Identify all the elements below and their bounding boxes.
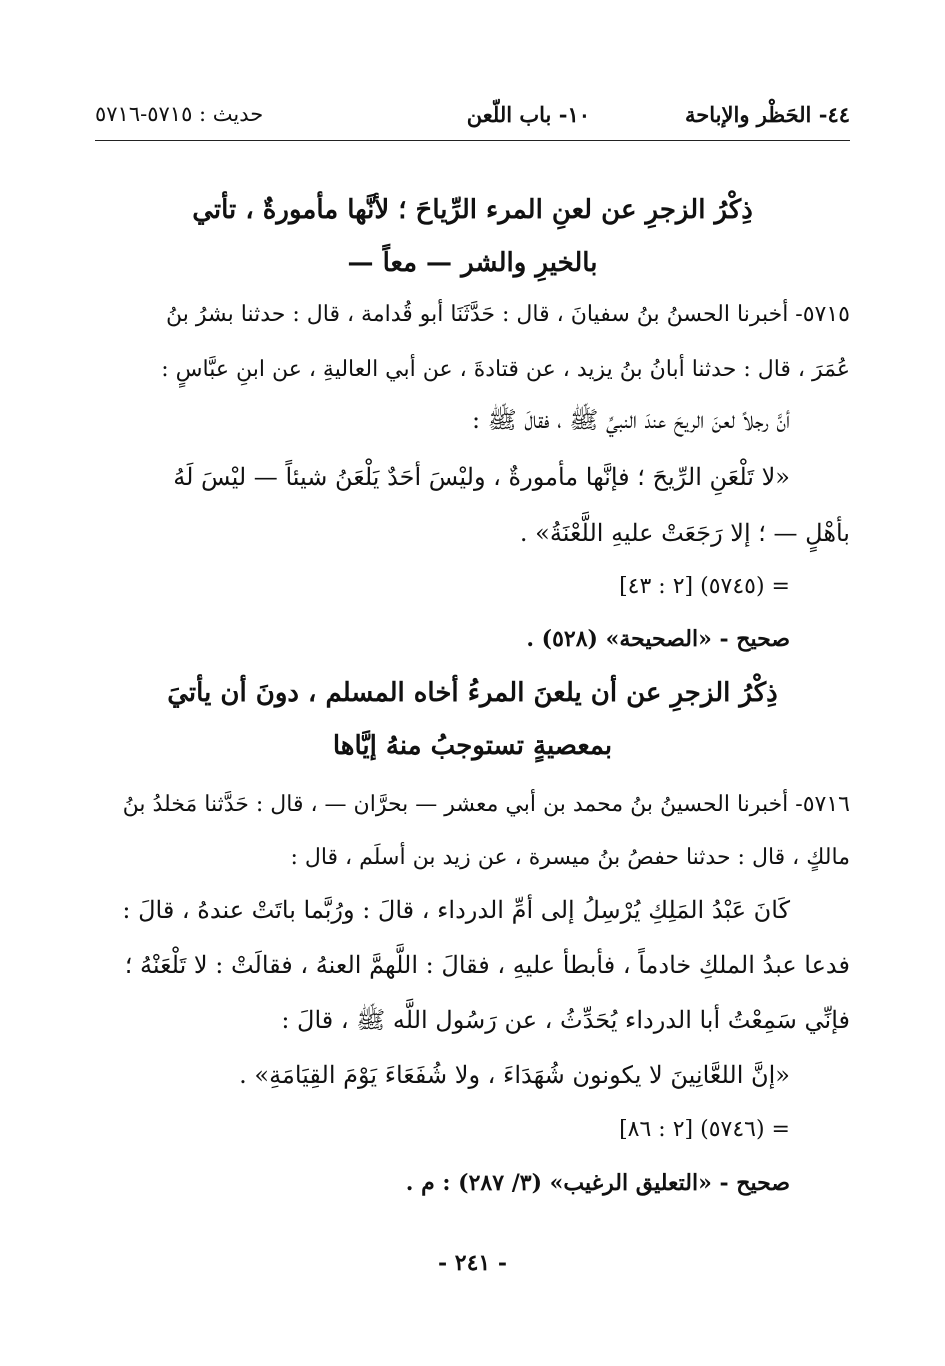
section2-reference: = (٥٧٤٦) [٢ : ٨٦] [619, 1117, 790, 1142]
running-header [95, 100, 850, 140]
section1-title-line1: ذِكْرُ الزجرِ عن لعنِ المرء الرِّياحَ ؛ لأنَّها مأمورةٌ ، تأتي [192, 195, 753, 225]
section1-grade: صحيح - «الصحيحة» (٥٢٨) . [526, 626, 790, 652]
section2-title-line1: ذِكْرُ الزجرِ عن أن يلعنَ المرءُ أخاه المسلم ، دونَ أن يأتيَ [167, 678, 778, 708]
section1-isnad-line1: ٥٧١٥- أخبرنا الحسنُ بنُ سفيانَ ، قال : حَدَّثَنَا أبو قُدامة ، قال : حدثنا بشرُ بنُ [166, 302, 850, 327]
header-hadith-range: حديث : ٥٧١٥-٥٧١٦ [95, 102, 264, 126]
section2-isnad-line2: مالكٍ ، قال : حدثنا حفصُ بنُ ميسرة ، عن زيد بن أسلَم ، قال : [290, 845, 850, 870]
section1-matn-line2: «لا تَلْعَنِ الرِّيحَ ؛ فإنَّها مأمورةٌ ، وليْسَ أحَدٌ يَلْعَنُ شيئاً — ليْسَ لَهُ [173, 463, 790, 491]
header-divider [95, 140, 850, 141]
section2-matn-line1: كَانَ عَبْدُ المَلِكِ يُرْسِلُ إلى أمِّ الدرداء ، قالَ : ورُبَّما باتَتْ عندهُ ، قالَ : [122, 896, 790, 924]
header-book-title: ٤٤- الحَظْر والإباحة [685, 102, 850, 127]
section2-isnad-line1: ٥٧١٦- أخبرنا الحسينُ بنُ محمد بن أبي معشر — بحرَّان — ، قال : حَدَّثنا مَخلدُ بنُ [122, 792, 850, 817]
section2-matn-line4: «إنَّ اللعَّانِينَ لا يكونون شُهَدَاءَ ، ولا شُفَعَاءَ يَوْمَ القِيَامَةِ» . [239, 1061, 790, 1089]
section2-grade: صحيح - «التعليق الرغيب» (٣/ ٢٨٧) : م . [405, 1170, 790, 1196]
section1-isnad-line2: عُمَرَ ، قال : حدثنا أبانُ بنُ يزيد ، عن قتادةَ ، عن أبي العاليةِ ، عن ابنِ عبَّاسٍ : [161, 357, 850, 382]
page-number: - ٢٤١ - [437, 1250, 508, 1276]
section1-title-line2: بالخيرِ والشر — معاً — [347, 248, 598, 278]
section1-reference: = (٥٧٤٥) [٢ : ٤٣] [619, 574, 790, 599]
section2-title-line2: بمعصيةٍ تستوجبُ منهُ إيَّاها [332, 731, 613, 761]
section1-matn-line3: بأهْلٍ — ؛ إلا رَجَعَتْ عليهِ اللَّعْنَةُ» . [519, 519, 850, 547]
section2-matn-line3: فإنِّي سَمِعْتُ أبا الدرداء يُحَدِّثُ ، عن رَسُول اللَّه ﷺ ، قالَ : [281, 1006, 850, 1034]
section2-matn-line2: فدعا عبدُ الملكِ خادماً ، فأبطأ عليهِ ، فقالَ : اللَّهمَّ العنهُ ، فقالَتْ : لا تَلْعَنْهُ ؛ [124, 951, 850, 979]
section1-matn-line1: أنَّ رجلاً لعنَ الريحَ عندَ النبيِّ ﷺ ، فقالَ ﷺ : [472, 406, 790, 434]
header-chapter-title: ١٠- باب اللّعن [466, 102, 590, 127]
